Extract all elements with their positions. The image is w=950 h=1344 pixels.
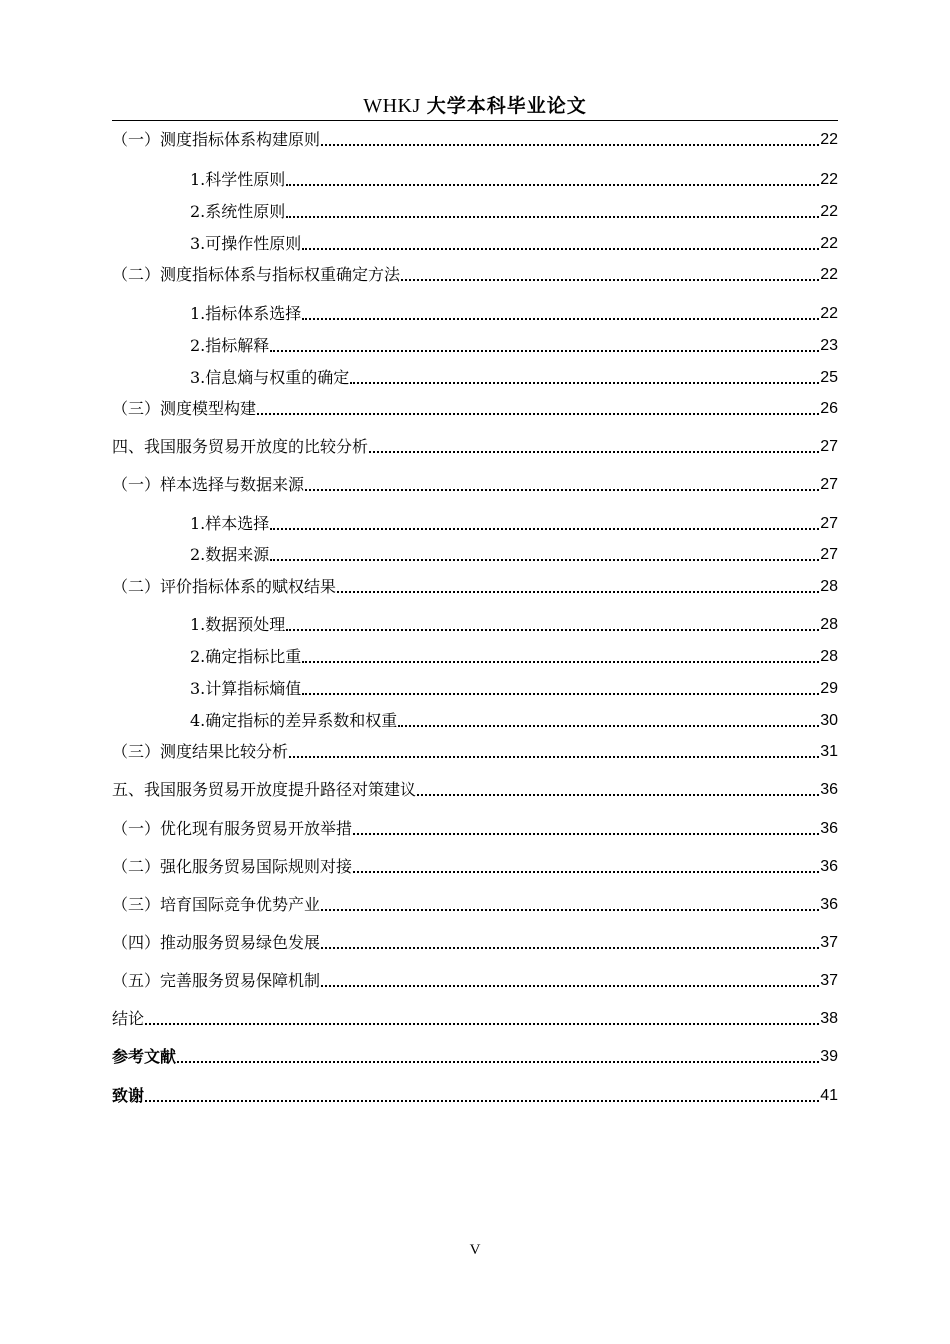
- toc-entry[interactable]: [112, 1084, 838, 1108]
- toc-entry-title: 1.样本选择: [190, 514, 270, 533]
- toc-entry-page: 36: [820, 858, 838, 875]
- toc-entry[interactable]: [112, 334, 838, 358]
- toc-entry-title: 结论: [112, 1009, 145, 1028]
- toc-entry[interactable]: [112, 855, 838, 879]
- toc-entry-page: 37: [820, 972, 838, 989]
- toc-entry-page: 36: [820, 781, 838, 798]
- header-school-code: WHKJ: [363, 95, 421, 117]
- toc-entry[interactable]: [112, 931, 838, 955]
- toc-entry[interactable]: [112, 1007, 838, 1031]
- toc-entry-title: （一）优化现有服务贸易开放举措: [112, 819, 353, 838]
- toc-entry[interactable]: [112, 232, 838, 256]
- toc-entry-title: 1.科学性原则: [190, 170, 286, 189]
- toc-dot-leader: [270, 559, 819, 561]
- toc-entry-title: 五、我国服务贸易开放度提升路径对策建议: [112, 780, 417, 799]
- toc-dot-leader: [302, 661, 819, 663]
- toc-entry-page: 22: [820, 131, 838, 148]
- toc-dot-leader: [286, 629, 819, 631]
- toc-entry[interactable]: [112, 435, 838, 459]
- toc-entry-title: 1.指标体系选择: [190, 304, 302, 323]
- toc-entry-page: 36: [820, 896, 838, 913]
- toc-entry[interactable]: [112, 778, 838, 802]
- toc-entry[interactable]: [112, 893, 838, 917]
- toc-entry[interactable]: [112, 512, 838, 536]
- toc-dot-leader: [289, 756, 819, 758]
- toc-entry-title: （三）培育国际竞争优势产业: [112, 895, 321, 914]
- toc-dot-leader: [337, 591, 819, 593]
- toc-entry[interactable]: [112, 677, 838, 701]
- toc-entry[interactable]: [112, 366, 838, 390]
- toc-dot-leader: [401, 279, 819, 281]
- toc-dot-leader: [305, 489, 819, 491]
- toc-entry-title: 2.数据来源: [190, 545, 270, 564]
- toc-entry-page: 22: [820, 203, 838, 220]
- toc-dot-leader: [302, 248, 819, 250]
- toc-dot-leader: [353, 833, 819, 835]
- toc-entry-title: 2.指标解释: [190, 336, 270, 355]
- toc-dot-leader: [321, 909, 819, 911]
- toc-dot-leader: [302, 318, 819, 320]
- header-title: 大学本科毕业论文: [426, 95, 587, 117]
- toc-entry-title: 3.可操作性原则: [190, 234, 302, 253]
- toc-entry-title: （五）完善服务贸易保障机制: [112, 971, 321, 990]
- toc-entry-page: 22: [820, 266, 838, 283]
- toc-entry[interactable]: [112, 709, 838, 733]
- toc-entry-title: 4.确定指标的差异系数和权重: [190, 711, 398, 730]
- toc-entry-page: 25: [820, 369, 838, 386]
- toc-entry-page: 22: [820, 171, 838, 188]
- toc-entry-title: 四、我国服务贸易开放度的比较分析: [112, 437, 369, 456]
- toc-dot-leader: [145, 1023, 819, 1025]
- toc-entry[interactable]: [112, 473, 838, 497]
- toc-dot-leader: [145, 1100, 819, 1102]
- toc-entry-page: 27: [820, 438, 838, 455]
- toc-dot-leader: [417, 794, 819, 796]
- toc-entry[interactable]: [112, 168, 838, 192]
- toc-entry[interactable]: [112, 128, 838, 152]
- toc-entry-title: （二）测度指标体系与指标权重确定方法: [112, 265, 401, 284]
- toc-entry[interactable]: [112, 969, 838, 993]
- toc-entry-page: 23: [820, 337, 838, 354]
- toc-entry[interactable]: [112, 397, 838, 421]
- toc-dot-leader: [177, 1061, 819, 1063]
- toc-entry-title: （三）测度模型构建: [112, 399, 257, 418]
- toc-entry[interactable]: [112, 645, 838, 669]
- toc-entry-page: 30: [820, 712, 838, 729]
- toc-dot-leader: [257, 413, 819, 415]
- toc-entry-page: 38: [820, 1010, 838, 1027]
- toc-entry-title: 2.确定指标比重: [190, 647, 302, 666]
- toc-dot-leader: [286, 184, 819, 186]
- toc-entry-page: 41: [820, 1087, 838, 1104]
- toc-dot-leader: [353, 871, 819, 873]
- toc-entry-page: 39: [820, 1048, 838, 1065]
- toc-entry[interactable]: [112, 200, 838, 224]
- toc-dot-leader: [302, 693, 819, 695]
- toc-entry[interactable]: [112, 263, 838, 287]
- toc-dot-leader: [270, 350, 819, 352]
- page-number: V: [469, 1242, 481, 1258]
- toc-entry-page: 31: [820, 743, 838, 760]
- toc-entry-page: 26: [820, 400, 838, 417]
- toc-entry[interactable]: [112, 575, 838, 599]
- toc-entry-page: 22: [820, 235, 838, 252]
- toc-entry[interactable]: [112, 817, 838, 841]
- toc-dot-leader: [286, 216, 819, 218]
- toc-entry-page: 27: [820, 476, 838, 493]
- toc-entry-title: （一）样本选择与数据来源: [112, 475, 305, 494]
- toc-entry[interactable]: [112, 1045, 838, 1069]
- toc-entry-title: （二）强化服务贸易国际规则对接: [112, 857, 353, 876]
- toc-entry[interactable]: [112, 613, 838, 637]
- toc-entry-title: 参考文献: [112, 1047, 177, 1066]
- toc-entry-page: 36: [820, 820, 838, 837]
- toc-entry-title: 致谢: [112, 1086, 145, 1105]
- toc-entry-page: 28: [820, 648, 838, 665]
- toc-entry-title: 3.信息熵与权重的确定: [190, 368, 350, 387]
- toc-entry-title: 2.系统性原则: [190, 202, 286, 221]
- toc-entry-page: 37: [820, 934, 838, 951]
- toc-entry-page: 22: [820, 305, 838, 322]
- toc-entry-page: 27: [820, 515, 838, 532]
- toc-dot-leader: [321, 985, 819, 987]
- toc-dot-leader: [350, 382, 819, 384]
- toc-entry-page: 27: [820, 546, 838, 563]
- toc-dot-leader: [398, 725, 819, 727]
- toc-entry-page: 28: [820, 578, 838, 595]
- toc-entry-title: （四）推动服务贸易绿色发展: [112, 933, 321, 952]
- toc-entry[interactable]: [112, 302, 838, 326]
- toc-entry-page: 29: [820, 680, 838, 697]
- toc-entry[interactable]: [112, 543, 838, 567]
- toc-entry-title: （三）测度结果比较分析: [112, 742, 289, 761]
- toc-entry[interactable]: [112, 740, 838, 764]
- toc-entry-page: 28: [820, 616, 838, 633]
- toc-entry-title: 1.数据预处理: [190, 615, 286, 634]
- toc-dot-leader: [321, 144, 819, 146]
- toc-dot-leader: [270, 528, 819, 530]
- toc-entry-title: （一）测度指标体系构建原则: [112, 130, 321, 149]
- toc-entry-title: 3.计算指标熵值: [190, 679, 302, 698]
- toc-dot-leader: [369, 451, 819, 453]
- toc-entry-title: （二）评价指标体系的赋权结果: [112, 577, 337, 596]
- toc-dot-leader: [321, 947, 819, 949]
